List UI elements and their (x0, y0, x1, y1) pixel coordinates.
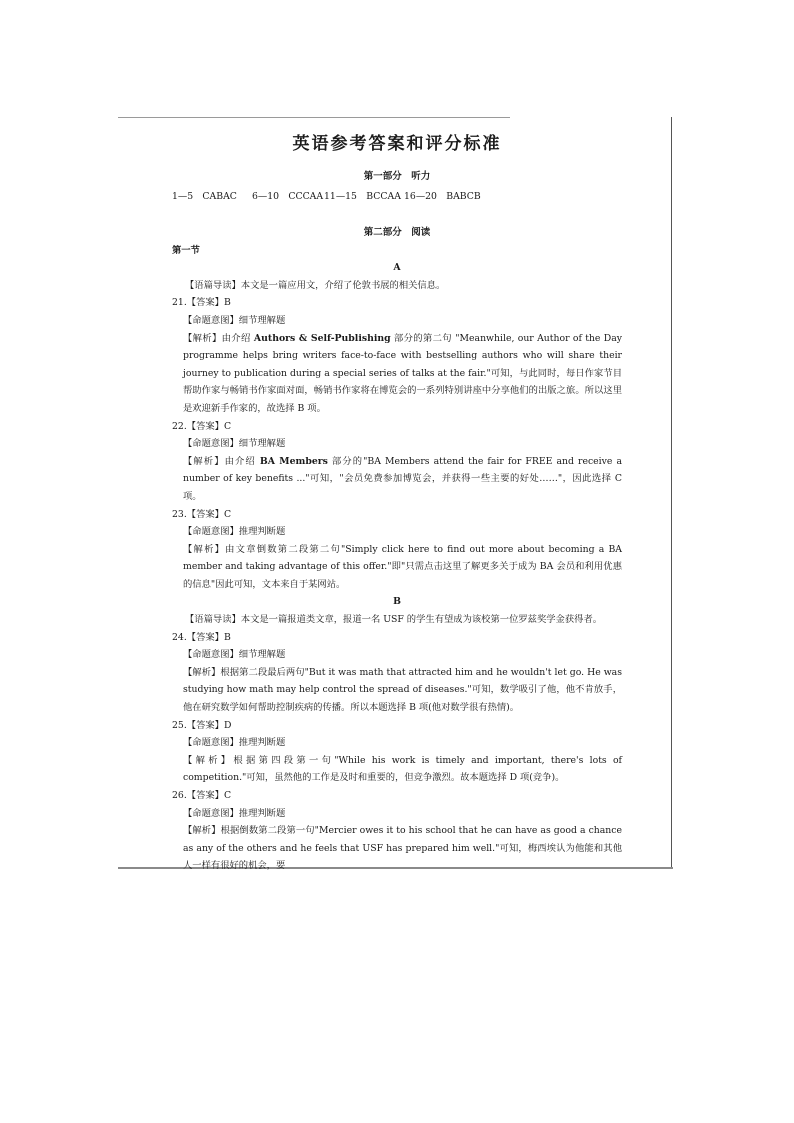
part2-heading: 第二部分 阅读 (363, 226, 431, 238)
answer-group-2: 6—10 CCCAA (252, 191, 324, 202)
part1-heading: 第一部分 听力 (363, 171, 431, 182)
answer-key-document (172, 132, 622, 875)
q24-answer: 24.【答案】B (172, 631, 231, 643)
q22-analysis-bold: BA Members (259, 455, 328, 467)
top-border-line (118, 117, 510, 118)
q22-intent: 【命题意图】细节理解题 (183, 438, 286, 450)
passage-a-label: A (393, 262, 401, 274)
q21-intent: 【命题意图】细节理解题 (183, 314, 286, 326)
q26-analysis: 【解析】根据倒数第二段第一句"Mercier owes it to his school that he can have as good a chance as any of the others and he feels that USF has prepared him well."可知，梅西埃认为他能和其他人一样有很好的机会，要 (183, 825, 622, 872)
answer-group-1: 1—5 CABAC (172, 191, 237, 202)
q22-analysis-prefix: 【解析】由介绍 (183, 455, 260, 467)
right-border-line (671, 117, 672, 869)
q21-analysis-prefix: 【解析】由介绍 (183, 332, 254, 344)
q21-analysis-bold: Authors & Self-Publishing (253, 332, 391, 344)
q21-analysis-rest: 部分的第二句 "Meanwhile, our Author of the Day programme helps bring writers face-to-face with bestselling authors who will share their journey to publication during a special series of talks at the fair."可知，与此同时，每日作家节目帮助作家与畅销书作家面对面，畅销书作家将在博览会的一系列特别讲座中分享他们的出版之旅。所以这里是欢迎新手作家的，故选择 B 项。 (183, 332, 622, 414)
page-title: 英语参考答案和评分标准 (292, 134, 502, 154)
q25-analysis: 【解析】根据第四段第一句"While his work is timely and important, there's lots of competition."可知，虽然他的工作是及时和重要的，但竞争激烈。故本题选择 D 项(竞争)。 (183, 754, 622, 784)
q21-answer: 21.【答案】B (172, 297, 231, 309)
q22-analysis (172, 453, 622, 506)
q25-intent: 【命题意图】推理判断题 (183, 737, 286, 749)
answer-group-3: 11—15 BCCAA (324, 191, 401, 202)
q23-answer: 23.【答案】C (172, 508, 232, 520)
q26-intent: 【命题意图】推理判断题 (183, 807, 286, 819)
section-heading: 第一节 (172, 244, 200, 256)
q23-intent: 【命题意图】推理判断题 (183, 526, 286, 538)
passage-a-intro: 【语篇导读】本文是一篇应用文，介绍了伦敦书展的相关信息。 (185, 279, 446, 291)
passage-b-label: B (393, 596, 401, 608)
q26-answer: 26.【答案】C (172, 790, 232, 801)
listening-answers (172, 188, 622, 206)
passage-b-intro: 【语篇导读】本文是一篇报道类文章，报道一名 USF 的学生有望成为该校第一位罗兹奖学金获得者。 (185, 614, 603, 626)
q23-analysis: 【解析】由文章倒数第二段第二句"Simply click here to find out more about becoming a BA member and taking advantage of this offer."即"只需点击这里了解更多关于成为 BA 会员和利用优惠的信息"因此可知，文本来自于某网站。 (183, 543, 622, 590)
q21-analysis (172, 330, 622, 418)
q24-intent: 【命题意图】细节理解题 (183, 649, 286, 661)
answer-group-4: 16—20 BABCB (404, 191, 481, 202)
q25-answer: 25.【答案】D (172, 719, 232, 731)
q22-analysis-rest: 部分的"BA Members attend the fair for FREE and receive a number of key benefits ..."可知，"会员免费参加博览会，并获得一些主要的好处……"，因此选择 C 项。 (183, 455, 623, 502)
q24-analysis: 【解析】根据第二段最后两句"But it was math that attracted him and he wouldn't let go. He was studying how math may help control the spread of diseases."可知，数学吸引了他，他不肯放手，他在研究数学如何帮助控制疾病的传播。所以本题选择 B 项(他对数学很有热情)。 (183, 666, 622, 714)
q22-answer: 22.【答案】C (172, 420, 232, 432)
